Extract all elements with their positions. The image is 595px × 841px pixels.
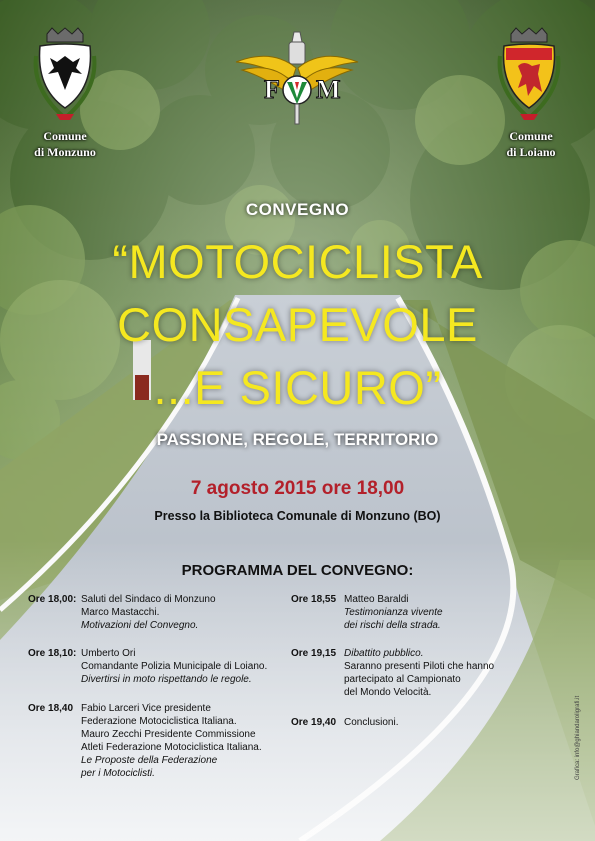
- programme-line: Saranno presenti Piloti che hanno: [344, 661, 495, 672]
- logo-letter-m: M: [316, 75, 341, 104]
- programme-line: per i Motociclisti.: [81, 768, 155, 779]
- programme-line: Atleti Federazione Motociclistica Italiana.: [81, 742, 262, 753]
- loiano-crest-icon: [494, 26, 564, 124]
- title-line-2: CONSAPEVOLE: [117, 298, 478, 351]
- programme-line: Comandante Polizia Municipale di Loiano.: [81, 661, 268, 672]
- programme-line: Marco Mastacchi.: [81, 607, 160, 618]
- programme-line: Divertirsi in moto rispettando le regole.: [81, 674, 252, 685]
- monzuno-crest-icon: [30, 26, 100, 124]
- programme-line: Umberto Ori: [81, 648, 136, 659]
- programme-line: del Mondo Velocità.: [344, 687, 432, 698]
- programme-time: Ore 19,40: [291, 717, 337, 728]
- programme-time: Ore 19,15: [291, 648, 337, 659]
- programme-line: Fabio Larceri Vice presidente: [81, 703, 211, 714]
- comune-loiano-label: Comune di Loiano: [506, 129, 556, 159]
- programme-time: Ore 18,00:: [28, 594, 77, 605]
- fmi-logo-icon: [232, 28, 362, 128]
- event-date: 7 agosto 2015 ore 18,00: [190, 478, 405, 499]
- programme-heading: PROGRAMMA DEL CONVEGNO:: [181, 562, 414, 579]
- programme-line: Mauro Zecchi Presidente Commissione: [81, 729, 256, 740]
- programme-line: Matteo Baraldi: [344, 594, 409, 605]
- programme-time: Ore 18,55: [291, 594, 337, 605]
- logo-letter-f: F: [264, 75, 280, 104]
- programme-line: dei rischi della strada.: [344, 620, 441, 631]
- title-line-1: “MOTOCICLISTA: [112, 235, 483, 288]
- programme-time: Ore 18,10:: [28, 648, 77, 659]
- comune-monzuno-label: Comune di Monzuno: [34, 129, 96, 159]
- programme-line: Federazione Motociclistica Italiana.: [81, 716, 237, 727]
- programme-line: Saluti del Sindaco di Monzuno: [81, 594, 216, 605]
- programme-line: Dibattito pubblico.: [344, 648, 424, 659]
- title-line-3: ...E SICURO”: [153, 361, 442, 414]
- programme-line: partecipato al Campionato: [344, 674, 461, 685]
- programme-line: Le Proposte della Federazione: [81, 755, 218, 766]
- convegno-kicker: CONVEGNO: [245, 200, 350, 219]
- programme-line: Testimonianza vivente: [344, 607, 443, 618]
- subtitle: PASSIONE, REGOLE, TERRITORIO: [156, 430, 439, 449]
- design-credit: Grafica: info@ghiandaroligrafi.it: [575, 695, 581, 780]
- programme-time: Ore 18,40: [28, 703, 74, 714]
- programme-line: Motivazioni del Convegno.: [81, 620, 199, 631]
- event-venue: Presso la Biblioteca Comunale di Monzuno (BO): [154, 509, 441, 523]
- programme-line: Conclusioni.: [344, 717, 399, 728]
